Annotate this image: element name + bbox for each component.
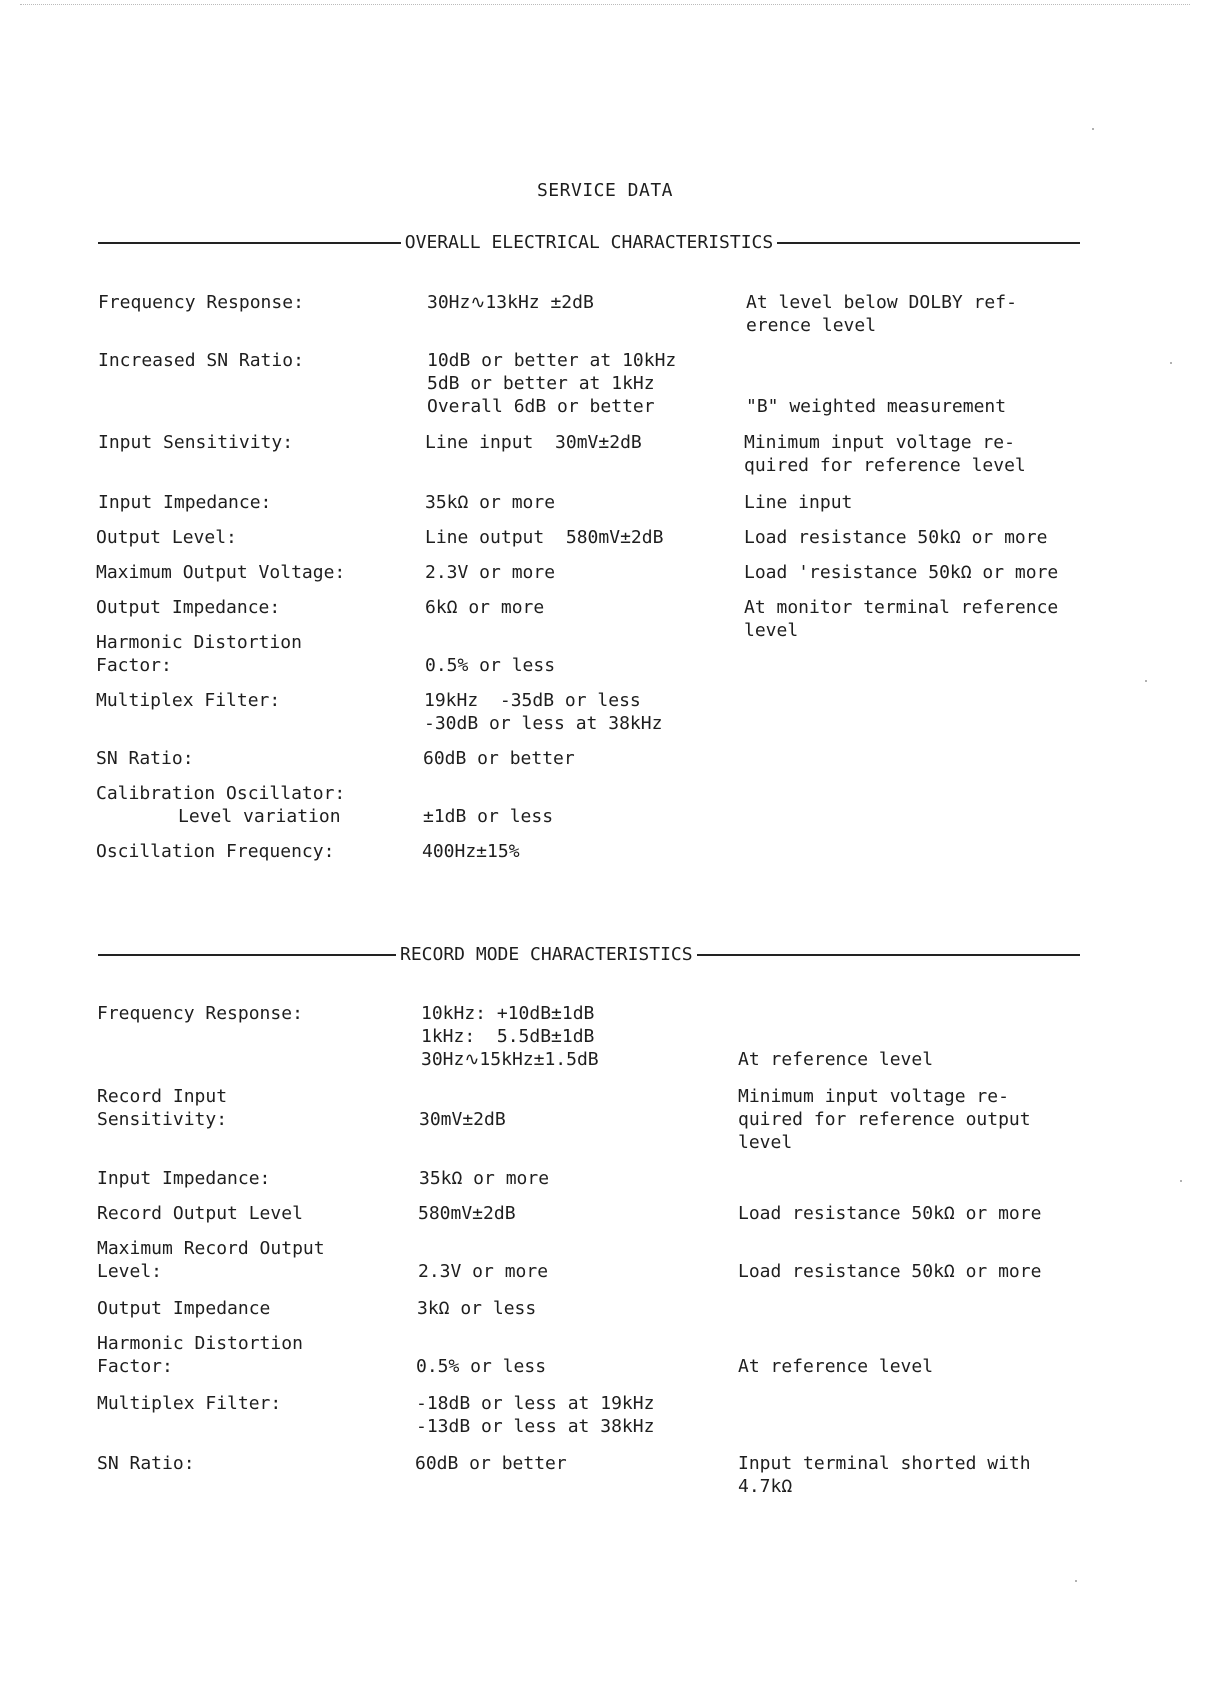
spec-value-line: 580mV±2dB [418, 1203, 516, 1224]
spec-label [96, 747, 416, 770]
spec-value [418, 1237, 718, 1283]
spec-label-line: Input Impedance: [98, 492, 272, 513]
section-heading: OVERALL ELECTRICAL CHARACTERISTICS [404, 232, 774, 253]
spec-label [97, 1002, 417, 1025]
spec-label-line: Output Impedance [97, 1298, 271, 1319]
spec-label-line: Record Input [97, 1086, 228, 1107]
spec-value-line: 35kΩ or more [419, 1168, 550, 1189]
spec-label-line: Maximum Record Output [97, 1238, 325, 1259]
spec-note-line: Load resistance 50kΩ or more [738, 1261, 1042, 1282]
spec-label-line: Increased SN Ratio: [98, 350, 304, 371]
spec-value-line: -18dB or less at 19kHz [416, 1393, 655, 1414]
spec-value [425, 596, 725, 619]
spec-value-line: 3kΩ or less [417, 1298, 537, 1319]
spec-label [96, 782, 416, 828]
spec-value [424, 689, 724, 735]
spec-value-line: 2.3V or more [425, 562, 556, 583]
scan-speck [1075, 1580, 1077, 1582]
spec-value [423, 782, 723, 828]
spec-note-line: At level below DOLBY ref- [746, 292, 1017, 313]
header-rule-left [98, 954, 396, 956]
spec-label [96, 596, 416, 619]
spec-value-line: 30mV±2dB [419, 1109, 506, 1130]
spec-value [425, 561, 725, 584]
section-header-overall [98, 232, 1080, 253]
scan-speck [1170, 362, 1172, 364]
spec-value [425, 526, 725, 549]
spec-label-line: Harmonic Distortion [96, 632, 302, 653]
spec-label [96, 631, 416, 677]
spec-label [96, 526, 416, 549]
spec-label-line: Multiplex Filter: [97, 1393, 282, 1414]
spec-note [738, 1085, 1098, 1154]
spec-value-line: 400Hz±15% [422, 841, 520, 862]
spec-value-line: -13dB or less at 38kHz [416, 1416, 655, 1437]
spec-label-line: Level variation [178, 806, 341, 827]
spec-label-line: Output Level: [96, 527, 237, 548]
spec-label-line: Record Output Level [97, 1203, 303, 1224]
spec-value-line: ±1dB or less [423, 806, 554, 827]
spec-value-line: 0.5% or less [425, 655, 556, 676]
header-rule-left [98, 242, 401, 244]
spec-note [746, 349, 1106, 418]
spec-value-line [423, 782, 723, 805]
spec-value-line: Overall 6dB or better [427, 396, 655, 417]
spec-label [97, 1237, 417, 1283]
spec-label-line: Input Sensitivity: [98, 432, 294, 453]
spec-value-line: 10dB or better at 10kHz [427, 350, 677, 371]
spec-value-line [419, 1085, 719, 1108]
spec-note-line: erence level [746, 315, 877, 336]
spec-note-line: At reference level [738, 1049, 934, 1070]
spec-value-line: 2.3V or more [418, 1261, 549, 1282]
spec-note [744, 596, 1104, 642]
spec-note-line: 4.7kΩ [738, 1476, 793, 1497]
page-title: SERVICE DATA [536, 180, 674, 201]
spec-value-line [416, 1332, 716, 1355]
spec-label-line: Maximum Output Voltage: [96, 562, 346, 583]
spec-label-line: Frequency Response: [98, 292, 304, 313]
spec-value [419, 1085, 719, 1131]
spec-label-line: Frequency Response: [97, 1003, 303, 1024]
spec-value-line: Line output 580mV±2dB [425, 527, 664, 548]
spec-note-line: Load resistance 50kΩ or more [744, 527, 1048, 548]
spec-note [738, 1202, 1098, 1225]
spec-note-line: Line input [744, 492, 853, 513]
spec-value [419, 1167, 719, 1190]
spec-label-line: SN Ratio: [97, 1453, 195, 1474]
spec-label [97, 1202, 417, 1225]
spec-value-line: 30Hz∿13kHz ±2dB [427, 292, 594, 313]
spec-label [97, 1167, 417, 1190]
spec-note-line: quired for reference output [738, 1109, 1031, 1130]
spec-label-line: Calibration Oscillator: [96, 783, 346, 804]
spec-value-line: 6kΩ or more [425, 597, 545, 618]
spec-note-line: Load resistance 50kΩ or more [738, 1203, 1042, 1224]
spec-value-line: 0.5% or less [416, 1356, 547, 1377]
spec-label [97, 1392, 417, 1415]
spec-note [744, 526, 1104, 549]
spec-value-line: 19kHz -35dB or less [424, 690, 641, 711]
header-rule-right [777, 242, 1080, 244]
spec-value-line: -30dB or less at 38kHz [424, 713, 663, 734]
spec-note-line: level [744, 620, 799, 641]
spec-value [427, 291, 727, 314]
spec-value-line [425, 631, 725, 654]
spec-value [418, 1202, 718, 1225]
spec-note [738, 1237, 1098, 1283]
spec-value-line: 1kHz: 5.5dB±1dB [421, 1026, 595, 1047]
scan-top-edge [20, 4, 1190, 5]
spec-value [421, 1002, 721, 1071]
spec-value [423, 747, 723, 770]
spec-note-line [746, 349, 1106, 372]
spec-label [96, 840, 416, 863]
spec-value-line: Line input 30mV±2dB [425, 432, 642, 453]
spec-note-line [738, 1332, 1098, 1355]
spec-value [415, 1452, 715, 1475]
spec-label [96, 561, 416, 584]
spec-note-line: Load 'resistance 50kΩ or more [744, 562, 1059, 583]
spec-note-line: At reference level [738, 1356, 934, 1377]
spec-value-line: 5dB or better at 1kHz [427, 373, 655, 394]
spec-note-line: Minimum input voltage re- [738, 1086, 1009, 1107]
spec-value [422, 840, 722, 863]
spec-value-line [418, 1237, 718, 1260]
spec-label-line: Input Impedance: [97, 1168, 271, 1189]
scan-speck [1092, 128, 1094, 130]
spec-note [744, 431, 1104, 477]
spec-value [417, 1297, 717, 1320]
spec-value [425, 431, 725, 454]
spec-note-line: Minimum input voltage re- [744, 432, 1015, 453]
spec-note-line: "B" weighted measurement [746, 396, 1007, 417]
spec-label-line: Sensitivity: [97, 1109, 228, 1130]
spec-note [738, 1332, 1098, 1378]
spec-label [96, 689, 416, 712]
spec-value-line: 30Hz∿15kHz±1.5dB [421, 1049, 599, 1070]
section-header-record [98, 944, 1080, 965]
spec-label-line: Level: [97, 1261, 163, 1282]
spec-note-line [738, 1002, 1098, 1025]
scan-speck [1145, 680, 1147, 682]
spec-note-line: Input terminal shorted with [738, 1453, 1031, 1474]
spec-value [416, 1392, 716, 1438]
spec-label [98, 491, 418, 514]
spec-note-line: level [738, 1132, 793, 1153]
spec-note [744, 491, 1104, 514]
spec-value-line: 10kHz: +10dB±1dB [421, 1003, 595, 1024]
spec-note-line [738, 1237, 1098, 1260]
spec-label [98, 349, 418, 372]
spec-label-line: Factor: [97, 1356, 173, 1377]
spec-note-line: quired for reference level [744, 455, 1026, 476]
spec-value [427, 349, 727, 418]
spec-label [97, 1297, 417, 1320]
spec-label-line: Multiplex Filter: [96, 690, 281, 711]
spec-label [98, 291, 418, 314]
spec-label [97, 1085, 417, 1131]
spec-value [416, 1332, 716, 1378]
spec-label [97, 1332, 417, 1378]
spec-value-line: 35kΩ or more [425, 492, 556, 513]
spec-note-line [746, 372, 1106, 395]
spec-value [425, 491, 725, 514]
section-heading: RECORD MODE CHARACTERISTICS [400, 944, 693, 965]
spec-label [97, 1452, 417, 1475]
spec-note [738, 1452, 1098, 1498]
spec-label-line: Output Impedance: [96, 597, 281, 618]
spec-label-line: Oscillation Frequency: [96, 841, 335, 862]
spec-value-line: 60dB or better [423, 748, 575, 769]
spec-note-line: At monitor terminal reference [744, 597, 1059, 618]
spec-value [425, 631, 725, 677]
spec-label-line: Factor: [96, 655, 172, 676]
spec-note-line [738, 1025, 1098, 1048]
spec-label [98, 431, 418, 454]
header-rule-right [697, 954, 1080, 956]
spec-note [746, 291, 1106, 337]
spec-note [744, 561, 1104, 584]
spec-value-line: 60dB or better [415, 1453, 567, 1474]
spec-label-line: SN Ratio: [96, 748, 194, 769]
spec-label-line: Harmonic Distortion [97, 1333, 303, 1354]
scan-speck [1180, 1180, 1182, 1182]
spec-note [738, 1002, 1098, 1071]
